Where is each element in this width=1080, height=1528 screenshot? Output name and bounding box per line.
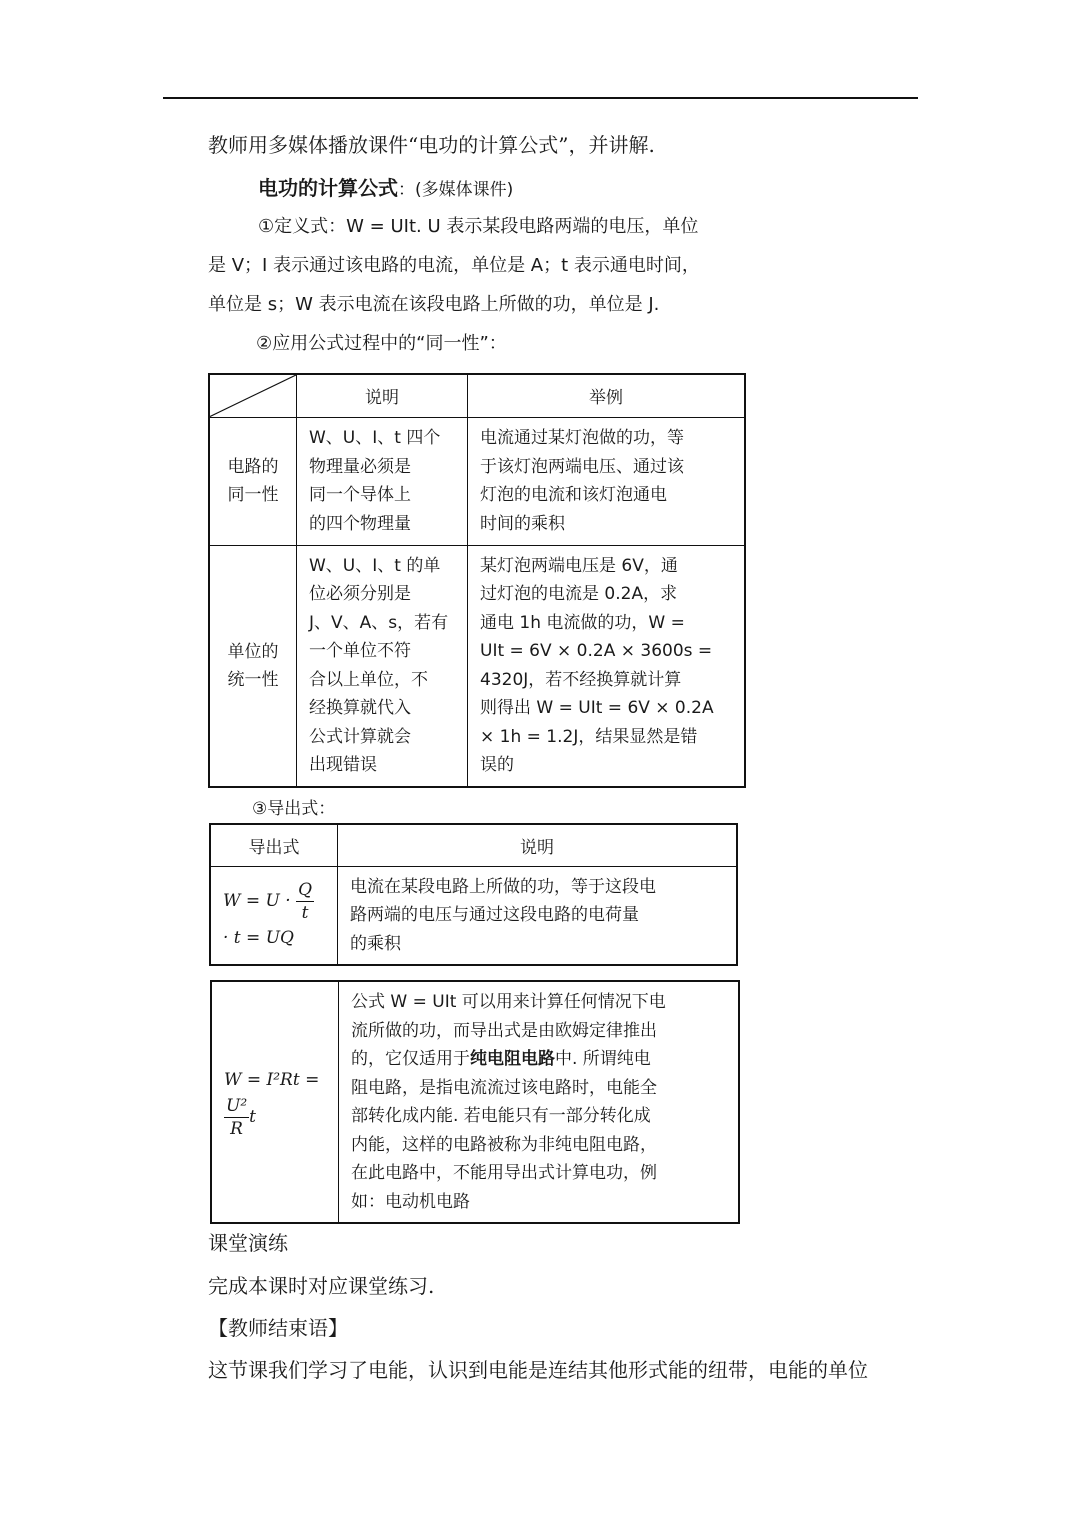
pure-resistor-term: 纯电阻电路	[470, 1049, 555, 1069]
desc-charge: 电流在某段电路上所做的功，等于这段电 路两端的电压与通过这段电路的电荷量 的乘积	[338, 866, 738, 965]
table-row	[210, 866, 737, 965]
fraction-q-over-t: $\frac{Q}{t}$	[298, 879, 313, 923]
table2-header-formula: 导出式	[210, 824, 338, 866]
intro-text: 教师用多媒体播放课件“电功的计算公式”，并讲解.	[208, 133, 655, 157]
table1-header-example: 举例	[468, 374, 746, 417]
section-note: (多媒体课件)	[415, 180, 514, 200]
closing-title: 【教师结束语】	[208, 1316, 348, 1340]
row-example-circuit: 电流通过某灯泡做的功，等 于该灯泡两端电压、通过该 灯泡的电流和该灯泡通电 时间的乘积	[468, 417, 746, 545]
closing-text: 这节课我们学习了电能，认识到电能是连结其他形式能的纽带，电能的单位	[208, 1358, 868, 1382]
table2-header-desc: 说明	[338, 824, 738, 866]
definition-line-3: 单位是 s；W 表示电流在该段电路上所做的功，单位是 J.	[208, 294, 660, 315]
row-label-unit: 单位的 统一性	[209, 545, 297, 787]
table-row	[211, 981, 739, 1223]
section-heading: 电功的计算公式：(多媒体课件)	[258, 176, 514, 200]
derived-label: ③导出式：	[252, 799, 336, 819]
row-desc-circuit: W、U、I、t 四个 物理量必须是 同一个导体上 的四个物理量	[297, 417, 468, 545]
derived-formula-table	[209, 823, 738, 966]
row-label-circuit: 电路的 同一性	[209, 417, 297, 545]
pure-resistor-table	[210, 980, 740, 1224]
practice-text: 完成本课时对应课堂练习.	[208, 1274, 435, 1298]
desc-resistance: 公式 W = UIt 可以用来计算任何情况下电 流所做的功，而导出式是由欧姆定律推出 的，它仅适用于纯电阻电路中. 所谓纯电 阻电路，是指电流流过该电路时，电能全 部转化成内能. 若电能只有一部分转化成 内能，这样的电路被称为非纯电阻电路， 在此电路中，不能用导出式计算电功，例 如：电动机电路	[339, 981, 740, 1223]
section-title: 电功的计算公式	[258, 176, 398, 200]
row-example-unit: 某灯泡两端电压是 6V，通 过灯泡的电流是 0.2A，求 通电 1h 电流做的功，W = UIt = 6V × 0.2A × 3600s = 4320J，若不经换算就计算 则得出 W = UIt = 6V × 0.2A × 1h = 1.2J，结果显然是错 误的	[468, 545, 746, 787]
fraction-u2-over-r: $\frac{\text{U²}}{R}$	[226, 1095, 248, 1139]
definition-line-1: ①定义式：W = UIt. U 表示某段电路两端的电压，单位	[258, 216, 699, 237]
formula-resistance: W = I²Rt = $\frac{\text{U²}}{R}$ t	[211, 981, 339, 1223]
table1-header-desc: 说明	[297, 374, 468, 417]
formula-charge: W = U · $\frac{Q}{t}$ · t = UQ	[210, 866, 338, 965]
diagonal-line	[210, 375, 296, 417]
row-desc-unit: W、U、I、t 的单 位必须分别是 J、V、A、s，若有 一个单位不符 合以上单位，不 经换算就代入 公式计算就会 出现错误	[297, 545, 468, 787]
sameness-table	[208, 373, 746, 788]
table-row	[209, 545, 745, 787]
practice-title: 课堂演练	[208, 1231, 288, 1255]
table-row	[209, 417, 745, 545]
sameness-label: ②应用公式过程中的“同一性”：	[256, 333, 507, 354]
header-rule	[163, 97, 918, 99]
diagonal-header-cell	[209, 374, 297, 417]
definition-line-2: 是 V；I 表示通过该电路的电流，单位是 A；t 表示通电时间，	[208, 255, 700, 276]
